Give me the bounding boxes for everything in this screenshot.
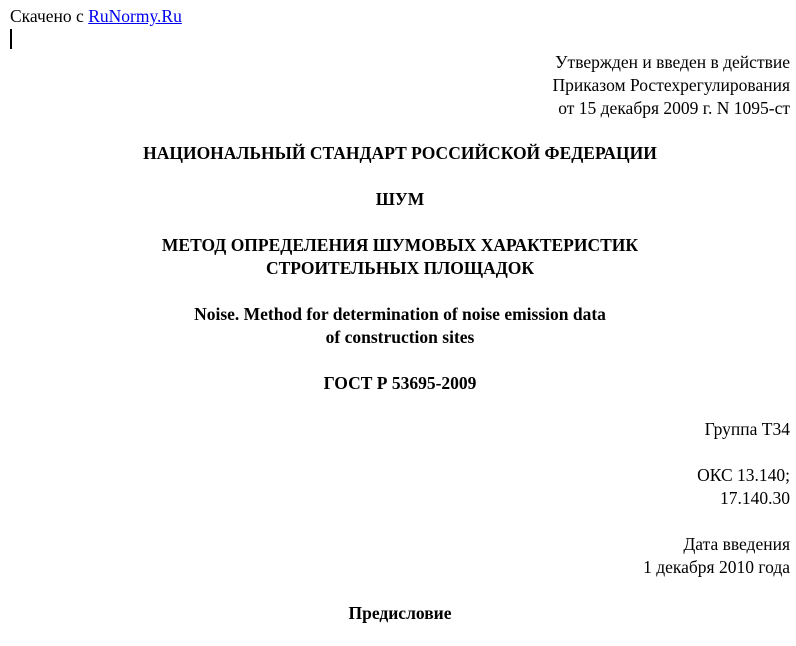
- source-line: [10, 5, 182, 28]
- source-prefix: Скачено с: [10, 6, 89, 26]
- russian-title: [0, 234, 796, 280]
- approval-line-3: от 15 декабря 2009 г. N 1095-ст: [558, 98, 790, 118]
- subject-heading-text: ШУМ: [375, 189, 425, 209]
- russian-title-line-2: СТРОИТЕЛЬНЫХ ПЛОЩАДОК: [265, 258, 535, 278]
- approval-line-1: Утвержден и введен в действие: [555, 52, 790, 72]
- english-title-line-2: of construction sites: [325, 327, 475, 347]
- effective-date-label: Дата введения: [683, 534, 790, 554]
- subject-heading: [0, 188, 796, 211]
- english-title-line-1: Noise. Method for determination of noise emission data: [194, 304, 606, 324]
- english-title: [0, 303, 796, 349]
- oks-block: [697, 464, 790, 510]
- gost-number: [0, 372, 796, 395]
- standard-title-text: НАЦИОНАЛЬНЫЙ СТАНДАРТ РОССИЙСКОЙ ФЕДЕРАЦИИ: [143, 143, 657, 163]
- gost-number-text: ГОСТ Р 53695-2009: [323, 373, 477, 393]
- russian-title-line-1: МЕТОД ОПРЕДЕЛЕНИЯ ШУМОВЫХ ХАРАКТЕРИСТИК: [161, 235, 639, 255]
- effective-date-block: [643, 533, 790, 579]
- approval-line-2: Приказом Ростехрегулирования: [552, 75, 790, 95]
- standard-title: [0, 142, 796, 165]
- approval-block: [553, 51, 790, 120]
- group-block: [705, 418, 790, 441]
- oks-line-1: ОКС 13.140;: [697, 465, 790, 485]
- oks-line-2: 17.140.30: [720, 488, 790, 508]
- foreword-heading-text: Предисловие: [348, 603, 452, 623]
- foreword-heading: [0, 602, 796, 625]
- text-cursor: [10, 29, 12, 49]
- effective-date-value: 1 декабря 2010 года: [643, 557, 790, 577]
- source-link[interactable]: RuNormy.Ru: [88, 6, 182, 26]
- group-text: Группа Т34: [704, 419, 790, 439]
